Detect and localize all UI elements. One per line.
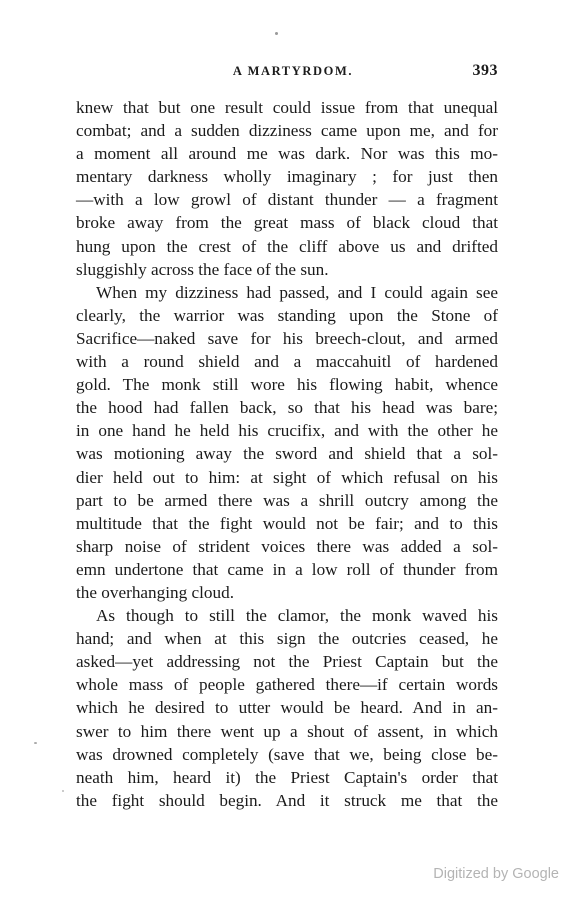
text-line: emn undertone that came in a low roll of thunder from — [76, 559, 498, 579]
body-text — [76, 96, 498, 812]
ink-speck — [34, 742, 37, 744]
running-head — [76, 64, 498, 84]
watermark-digitized-by-google: Digitized by Google — [433, 866, 559, 882]
page-number: 393 — [472, 62, 498, 79]
running-title: A MARTYRDOM. — [232, 64, 354, 78]
text-line: sharp noise of strident voices there was added a sol- — [76, 536, 498, 556]
text-line: neath him, heard it) the Priest Captain's order that — [76, 767, 498, 787]
paragraph-end-line: sluggishly across the face of the sun. — [76, 259, 329, 279]
text-line: dier held out to him: at sight of which refusal on his — [76, 467, 498, 487]
text-line: clearly, the warrior was standing upon the Stone of — [76, 305, 498, 325]
paragraph-start-line: When my dizziness had passed, and I could again see — [96, 282, 498, 302]
text-line: hand; and when at this sign the outcries ceased, he — [76, 629, 498, 649]
text-line: mentary darkness wholly imaginary ; for just then — [76, 167, 498, 187]
text-line: whole mass of people gathered there—if certain words — [76, 675, 498, 695]
text-line: broke away from the great mass of black cloud that — [76, 213, 498, 233]
text-line: combat; and a sudden dizziness came upon me, and for — [76, 121, 498, 141]
text-line: hung upon the crest of the cliff above us and drifted — [76, 236, 498, 256]
text-line: Sacrifice—naked save for his breech-clout, and armed — [76, 328, 498, 348]
text-line: part to be armed there was a shrill outcry among the — [76, 490, 498, 510]
text-line: which he desired to utter would be heard. And in an- — [76, 698, 498, 718]
text-line: the fight should begin. And it struck me that the — [76, 790, 498, 810]
ink-speck — [275, 32, 278, 35]
text-line: swer to him there went up a shout of assent, in which — [76, 721, 498, 741]
text-line: multitude that the fight would not be fair; and to this — [76, 513, 498, 533]
ink-speck — [62, 790, 64, 792]
text-line: the hood had fallen back, so that his head was bare; — [76, 398, 498, 418]
text-line: a moment all around me was dark. Nor was this mo- — [76, 144, 498, 164]
text-line: knew that but one result could issue from that unequal — [76, 98, 498, 117]
paragraph-start-line: As though to still the clamor, the monk waved his — [96, 606, 498, 626]
paragraph-end-line: the overhanging cloud. — [76, 582, 234, 602]
text-line: gold. The monk still wore his flowing habit, whence — [76, 375, 498, 395]
text-line: was motioning away the sword and shield that a sol- — [76, 444, 498, 464]
text-line: in one hand he held his crucifix, and with the other he — [76, 421, 498, 441]
text-line: was drowned completely (save that we, being close be- — [76, 744, 498, 764]
text-line: with a round shield and a maccahuitl of hardened — [76, 352, 498, 372]
text-line: —with a low growl of distant thunder — a fragment — [76, 190, 498, 210]
text-line: asked—yet addressing not the Priest Captain but the — [76, 652, 498, 672]
